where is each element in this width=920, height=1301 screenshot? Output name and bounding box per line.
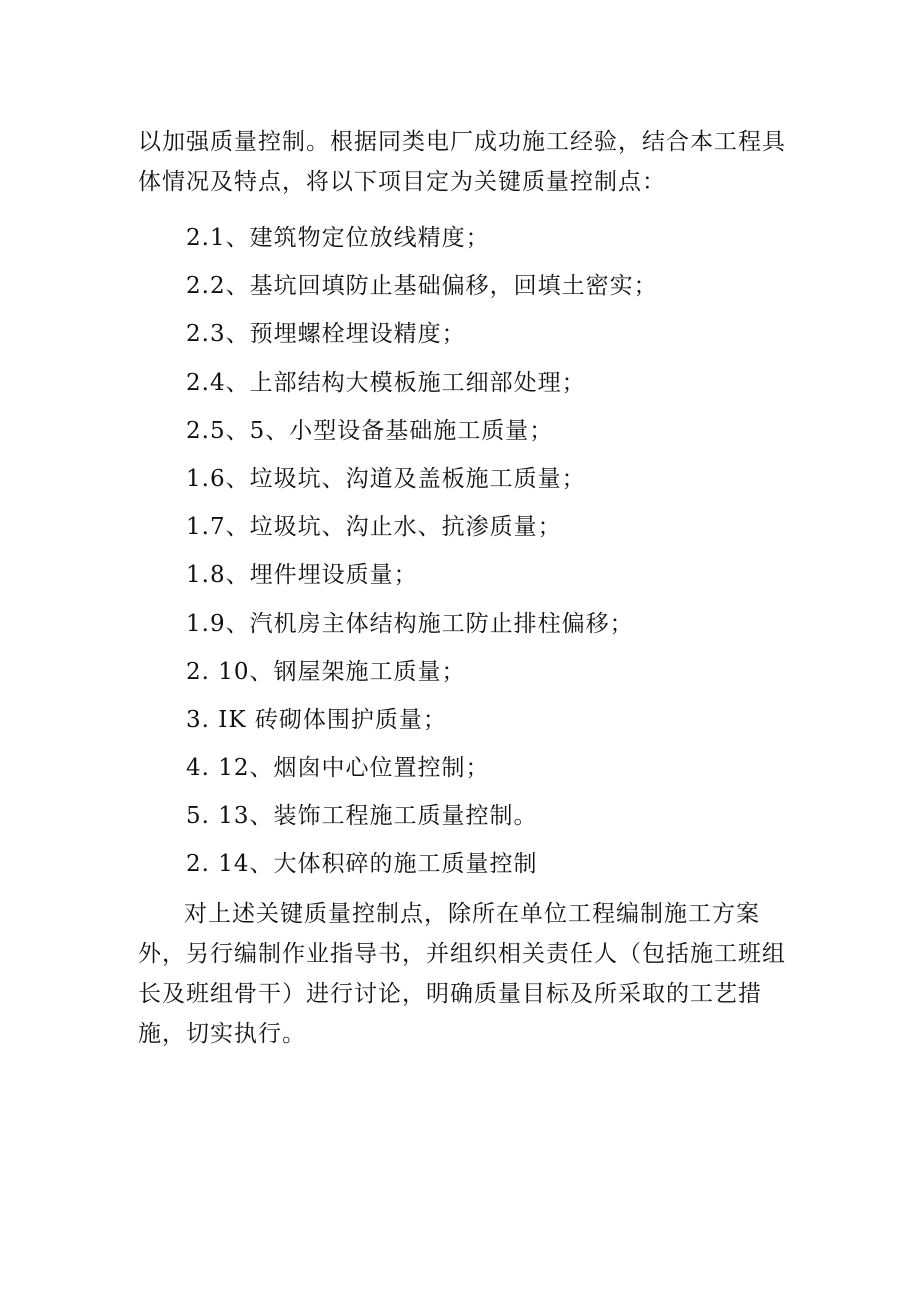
list-item: 1.7、垃圾坑、沟止水、抗渗质量； xyxy=(186,514,562,541)
list-item: 2.1、建筑物定位放线精度； xyxy=(186,225,490,251)
list-item: 5. 13、装饰工程施工质量控制。 xyxy=(186,803,538,830)
list-item: 2.3、预埋螺栓埋设精度； xyxy=(186,321,466,348)
list-item: 1.8、埋件埋设质量； xyxy=(186,562,418,589)
list-item: 1.9、汽机房主体结构施工防止排柱偏移； xyxy=(186,610,634,637)
intro-paragraph: 以加强质量控制。根据同类电厂成功施工经验，结合本工程具体情况及特点，将以下项目定为关键质量控制点： xyxy=(138,129,786,195)
list-item: 2. 14、大体积碎的施工质量控制 xyxy=(186,851,538,878)
list-item: 2.5、5、小型设备基础施工质量； xyxy=(186,417,554,444)
closing-paragraph: 对上述关键质量控制点，除所在单位工程编制施工方案外，另行编制作业指导书，并组织相关责任人（包括施工班组长及班组骨干）进行讨论，明确质量目标及所采取的工艺措施，切实执行。 xyxy=(138,901,786,1047)
list-item: 2.4、上部结构大模板施工细部处理； xyxy=(186,369,586,396)
control-point-list xyxy=(186,218,658,893)
list-item: 4. 12、烟囱中心位置控制； xyxy=(186,755,490,782)
list-item: 3. IK 砖砌体围护质量； xyxy=(186,706,447,733)
list-item: 2. 10、钢屋架施工质量； xyxy=(186,658,466,685)
list-item: 1.6、垃圾坑、沟道及盖板施工质量； xyxy=(186,465,586,492)
list-item: 2.2、基坑回填防止基础偏移，回填土密实； xyxy=(186,273,658,300)
